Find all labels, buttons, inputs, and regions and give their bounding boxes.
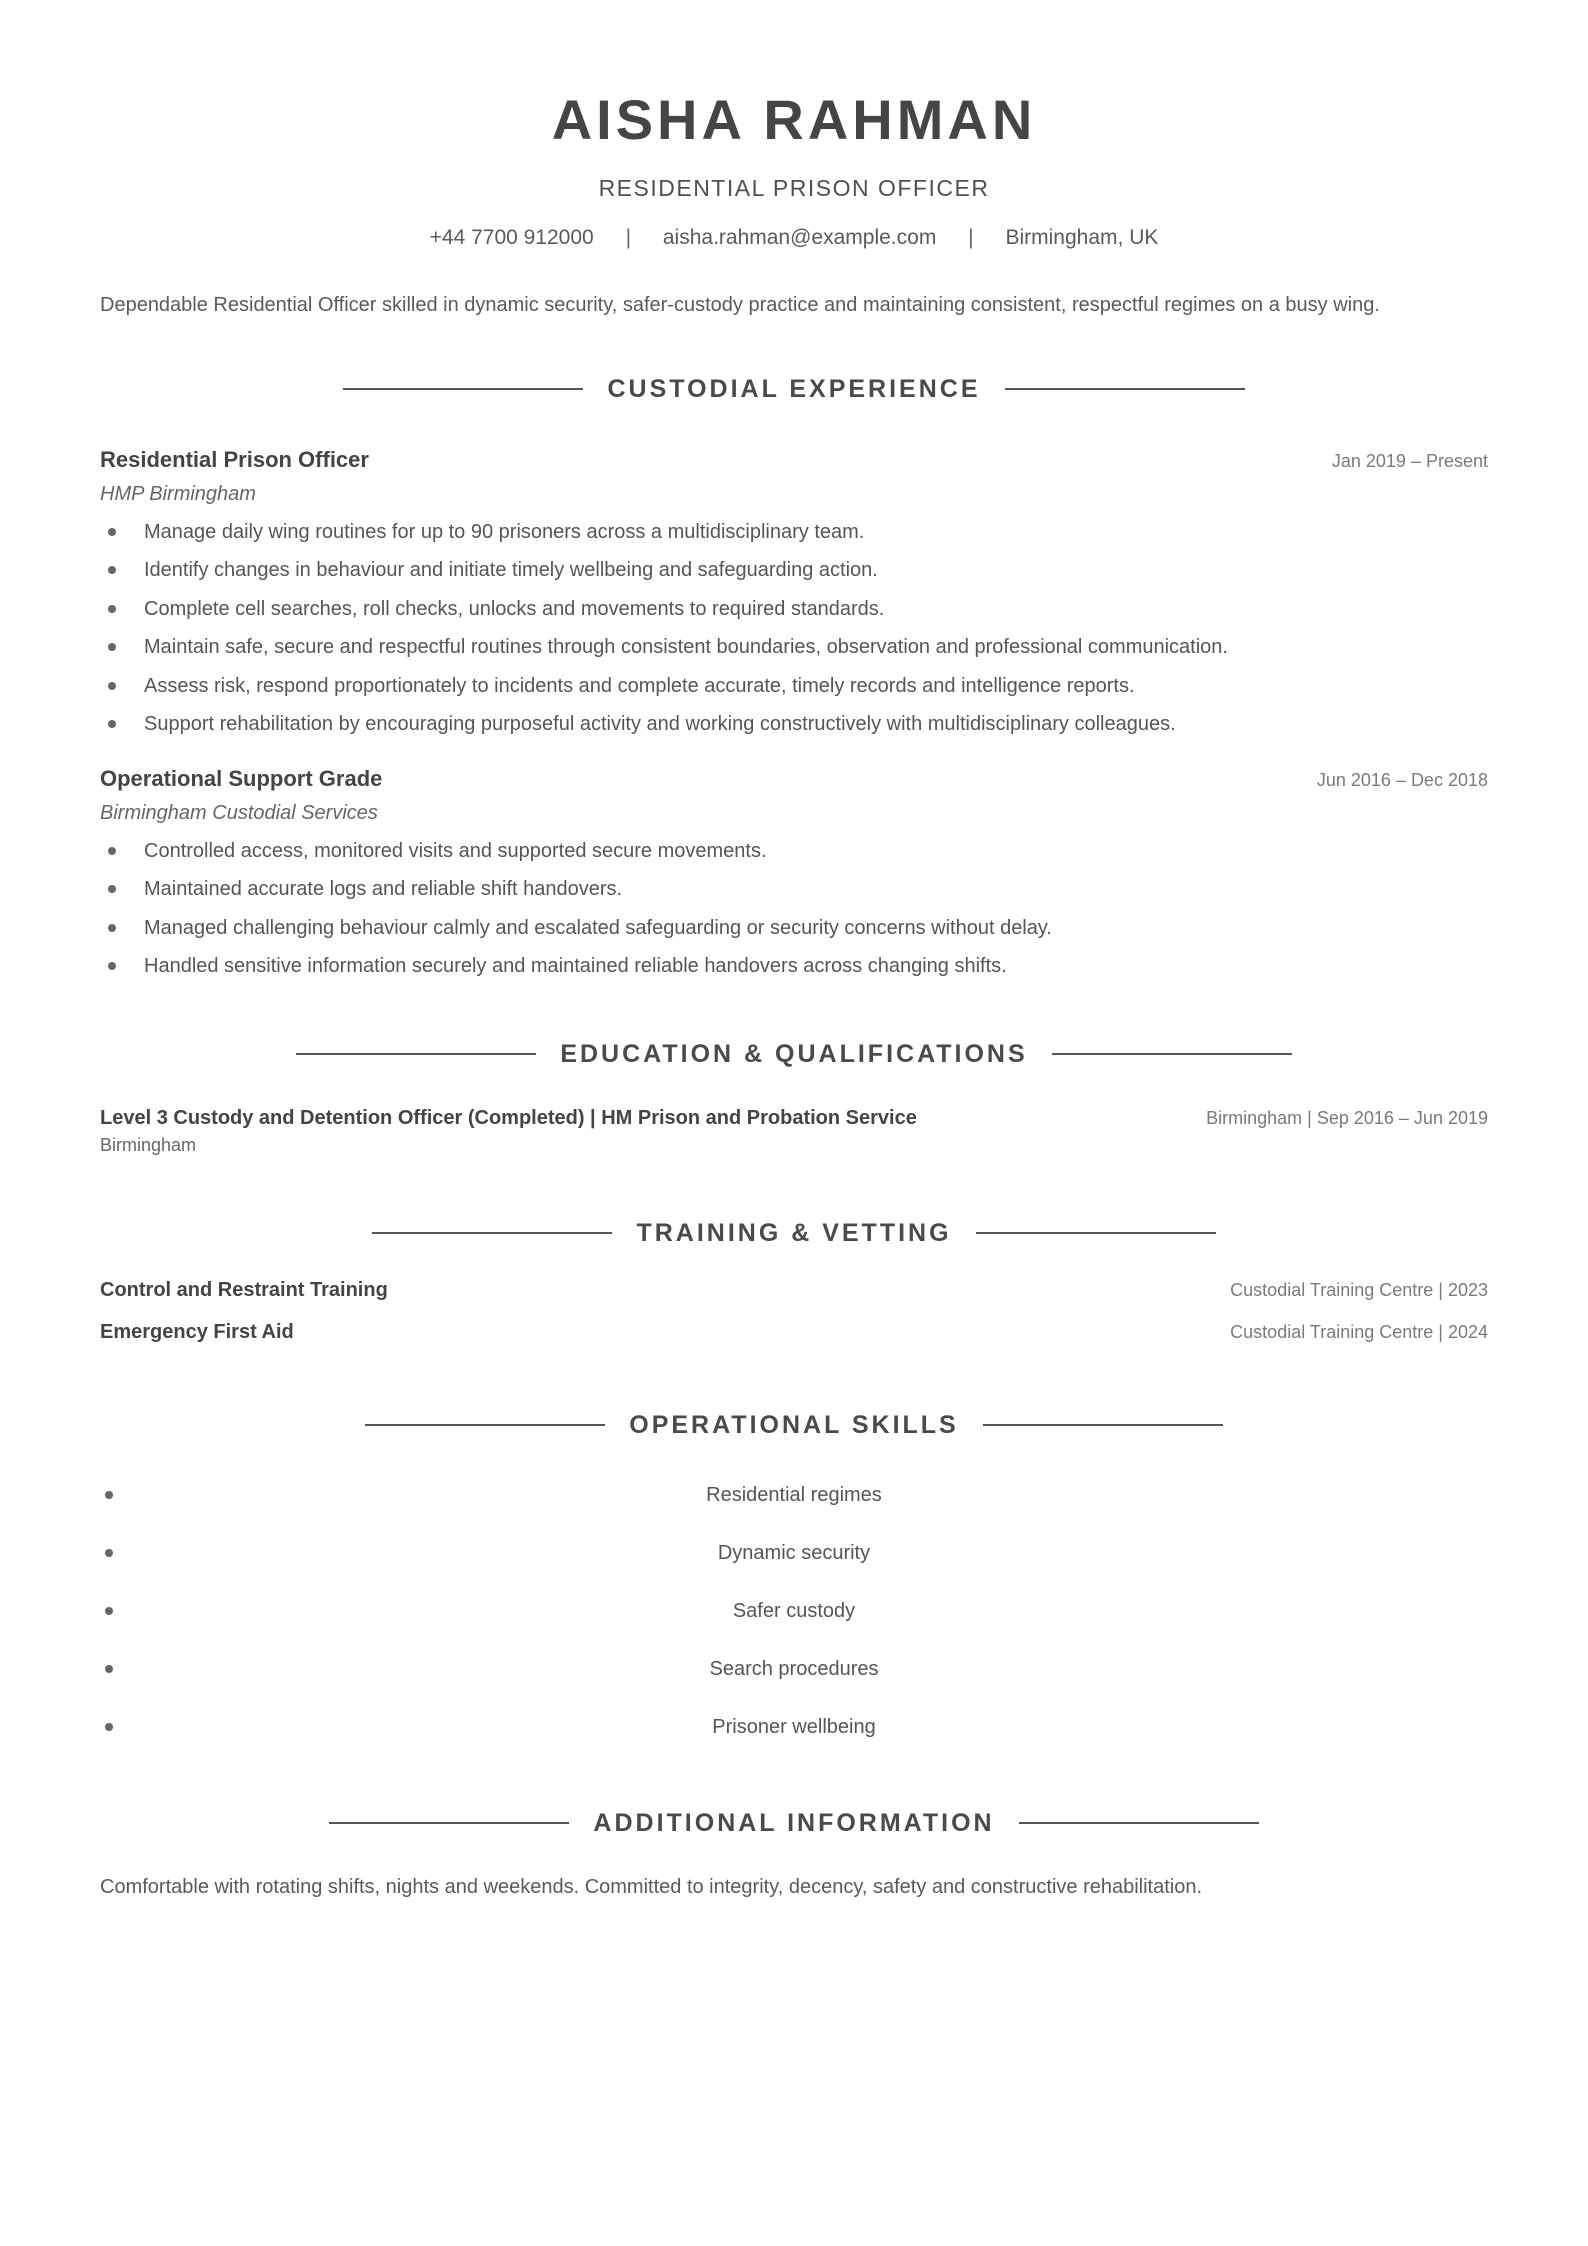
additional-info: Comfortable with rotating shifts, nights and weekends. Committed to integrity, decency, safety and constructive rehabilitation. bbox=[100, 1876, 1203, 1899]
section-title: OPERATIONAL SKILLS bbox=[629, 1411, 959, 1440]
heading-rule bbox=[1052, 1053, 1292, 1055]
list-item: Assess risk, respond proportionately to incidents and complete accurate, timely records and intelligence reports. bbox=[100, 672, 1488, 710]
section-title: CUSTODIAL EXPERIENCE bbox=[607, 375, 981, 403]
list-item: Handled sensitive information securely and maintained reliable handovers across changing shifts. bbox=[100, 952, 1488, 980]
education-title: Level 3 Custody and Detention Officer (Completed) | HM Prison and Probation Service bbox=[100, 1107, 917, 1130]
section-heading-training bbox=[100, 1217, 1488, 1249]
heading-rule bbox=[983, 1424, 1223, 1426]
profile-summary: Dependable Residential Officer skilled in dynamic security, safer-custody practice and maintaining consistent, respectful regimes on a busy wing. bbox=[100, 294, 1380, 316]
list-item: Search procedures bbox=[100, 1655, 1488, 1713]
heading-rule bbox=[1005, 388, 1245, 390]
contact-location: Birmingham, UK bbox=[1005, 226, 1159, 249]
training-entry bbox=[100, 1279, 1488, 1321]
section-heading-education bbox=[100, 1038, 1488, 1070]
list-item: Prisoner wellbeing bbox=[100, 1713, 1488, 1741]
training-meta: Custodial Training Centre | 2023 bbox=[1230, 1280, 1488, 1301]
list-item: Residential regimes bbox=[100, 1481, 1488, 1539]
list-item: Manage daily wing routines for up to 90 prisoners across a multidisciplinary team. bbox=[100, 518, 1488, 556]
contact-email: aisha.rahman@example.com bbox=[662, 226, 937, 249]
contact-line bbox=[100, 223, 1488, 253]
contact-phone: +44 7700 912000 bbox=[429, 226, 594, 249]
job-employer: Birmingham Custodial Services bbox=[100, 801, 378, 824]
education-location: Birmingham bbox=[100, 1135, 197, 1156]
training-list bbox=[100, 1279, 1488, 1363]
job-bullets bbox=[100, 837, 1488, 980]
list-item: Dynamic security bbox=[100, 1539, 1488, 1597]
list-item: Support rehabilitation by encouraging purposeful activity and working constructively with multidisciplinary colleagues. bbox=[100, 710, 1488, 738]
list-item: Complete cell searches, roll checks, unlocks and movements to required standards. bbox=[100, 595, 1488, 633]
heading-rule bbox=[296, 1053, 536, 1055]
job-bullets bbox=[100, 518, 1488, 738]
job-dates: Jan 2019 – Present bbox=[1331, 451, 1488, 471]
candidate-headline: RESIDENTIAL PRISON OFFICER bbox=[598, 175, 990, 201]
heading-rule bbox=[365, 1424, 605, 1426]
skills-list bbox=[100, 1481, 1488, 1741]
training-entry bbox=[100, 1321, 1488, 1363]
job-title: Residential Prison Officer bbox=[100, 447, 369, 472]
section-title: TRAINING & VETTING bbox=[636, 1219, 952, 1248]
training-title: Control and Restraint Training bbox=[100, 1279, 388, 1302]
education-meta: Birmingham | Sep 2016 – Jun 2019 bbox=[1206, 1108, 1488, 1129]
job-dates: Jun 2016 – Dec 2018 bbox=[1316, 769, 1488, 790]
job-title: Operational Support Grade bbox=[100, 765, 383, 791]
heading-rule bbox=[329, 1822, 569, 1824]
list-item: Identify changes in behaviour and initiate timely wellbeing and safeguarding action. bbox=[100, 556, 1488, 594]
heading-rule bbox=[1019, 1822, 1259, 1824]
list-item: Maintained accurate logs and reliable shift handovers. bbox=[100, 875, 1488, 913]
training-title: Emergency First Aid bbox=[100, 1321, 294, 1344]
candidate-name: AISHA RAHMAN bbox=[551, 88, 1037, 151]
list-item: Controlled access, monitored visits and supported secure movements. bbox=[100, 837, 1488, 875]
experience-entry bbox=[100, 764, 1488, 980]
section-title: EDUCATION & QUALIFICATIONS bbox=[560, 1040, 1028, 1069]
contact-separator: | bbox=[625, 226, 632, 249]
heading-rule bbox=[343, 388, 583, 390]
heading-rule bbox=[976, 1232, 1216, 1234]
experience-entry bbox=[100, 445, 1488, 738]
training-meta: Custodial Training Centre | 2024 bbox=[1230, 1322, 1488, 1343]
section-heading-skills bbox=[100, 1409, 1488, 1441]
section-heading-experience bbox=[100, 373, 1488, 405]
list-item: Safer custody bbox=[100, 1597, 1488, 1655]
list-item: Maintain safe, secure and respectful routines through consistent boundaries, observation and professional communication. bbox=[100, 633, 1488, 671]
section-heading-additional bbox=[100, 1807, 1488, 1839]
section-title: ADDITIONAL INFORMATION bbox=[593, 1809, 995, 1838]
contact-separator: | bbox=[968, 226, 974, 249]
education-entry bbox=[100, 1104, 1488, 1156]
list-item: Managed challenging behaviour calmly and escalated safeguarding or security concerns without delay. bbox=[100, 914, 1488, 952]
heading-rule bbox=[372, 1232, 612, 1234]
job-employer: HMP Birmingham bbox=[100, 483, 256, 505]
